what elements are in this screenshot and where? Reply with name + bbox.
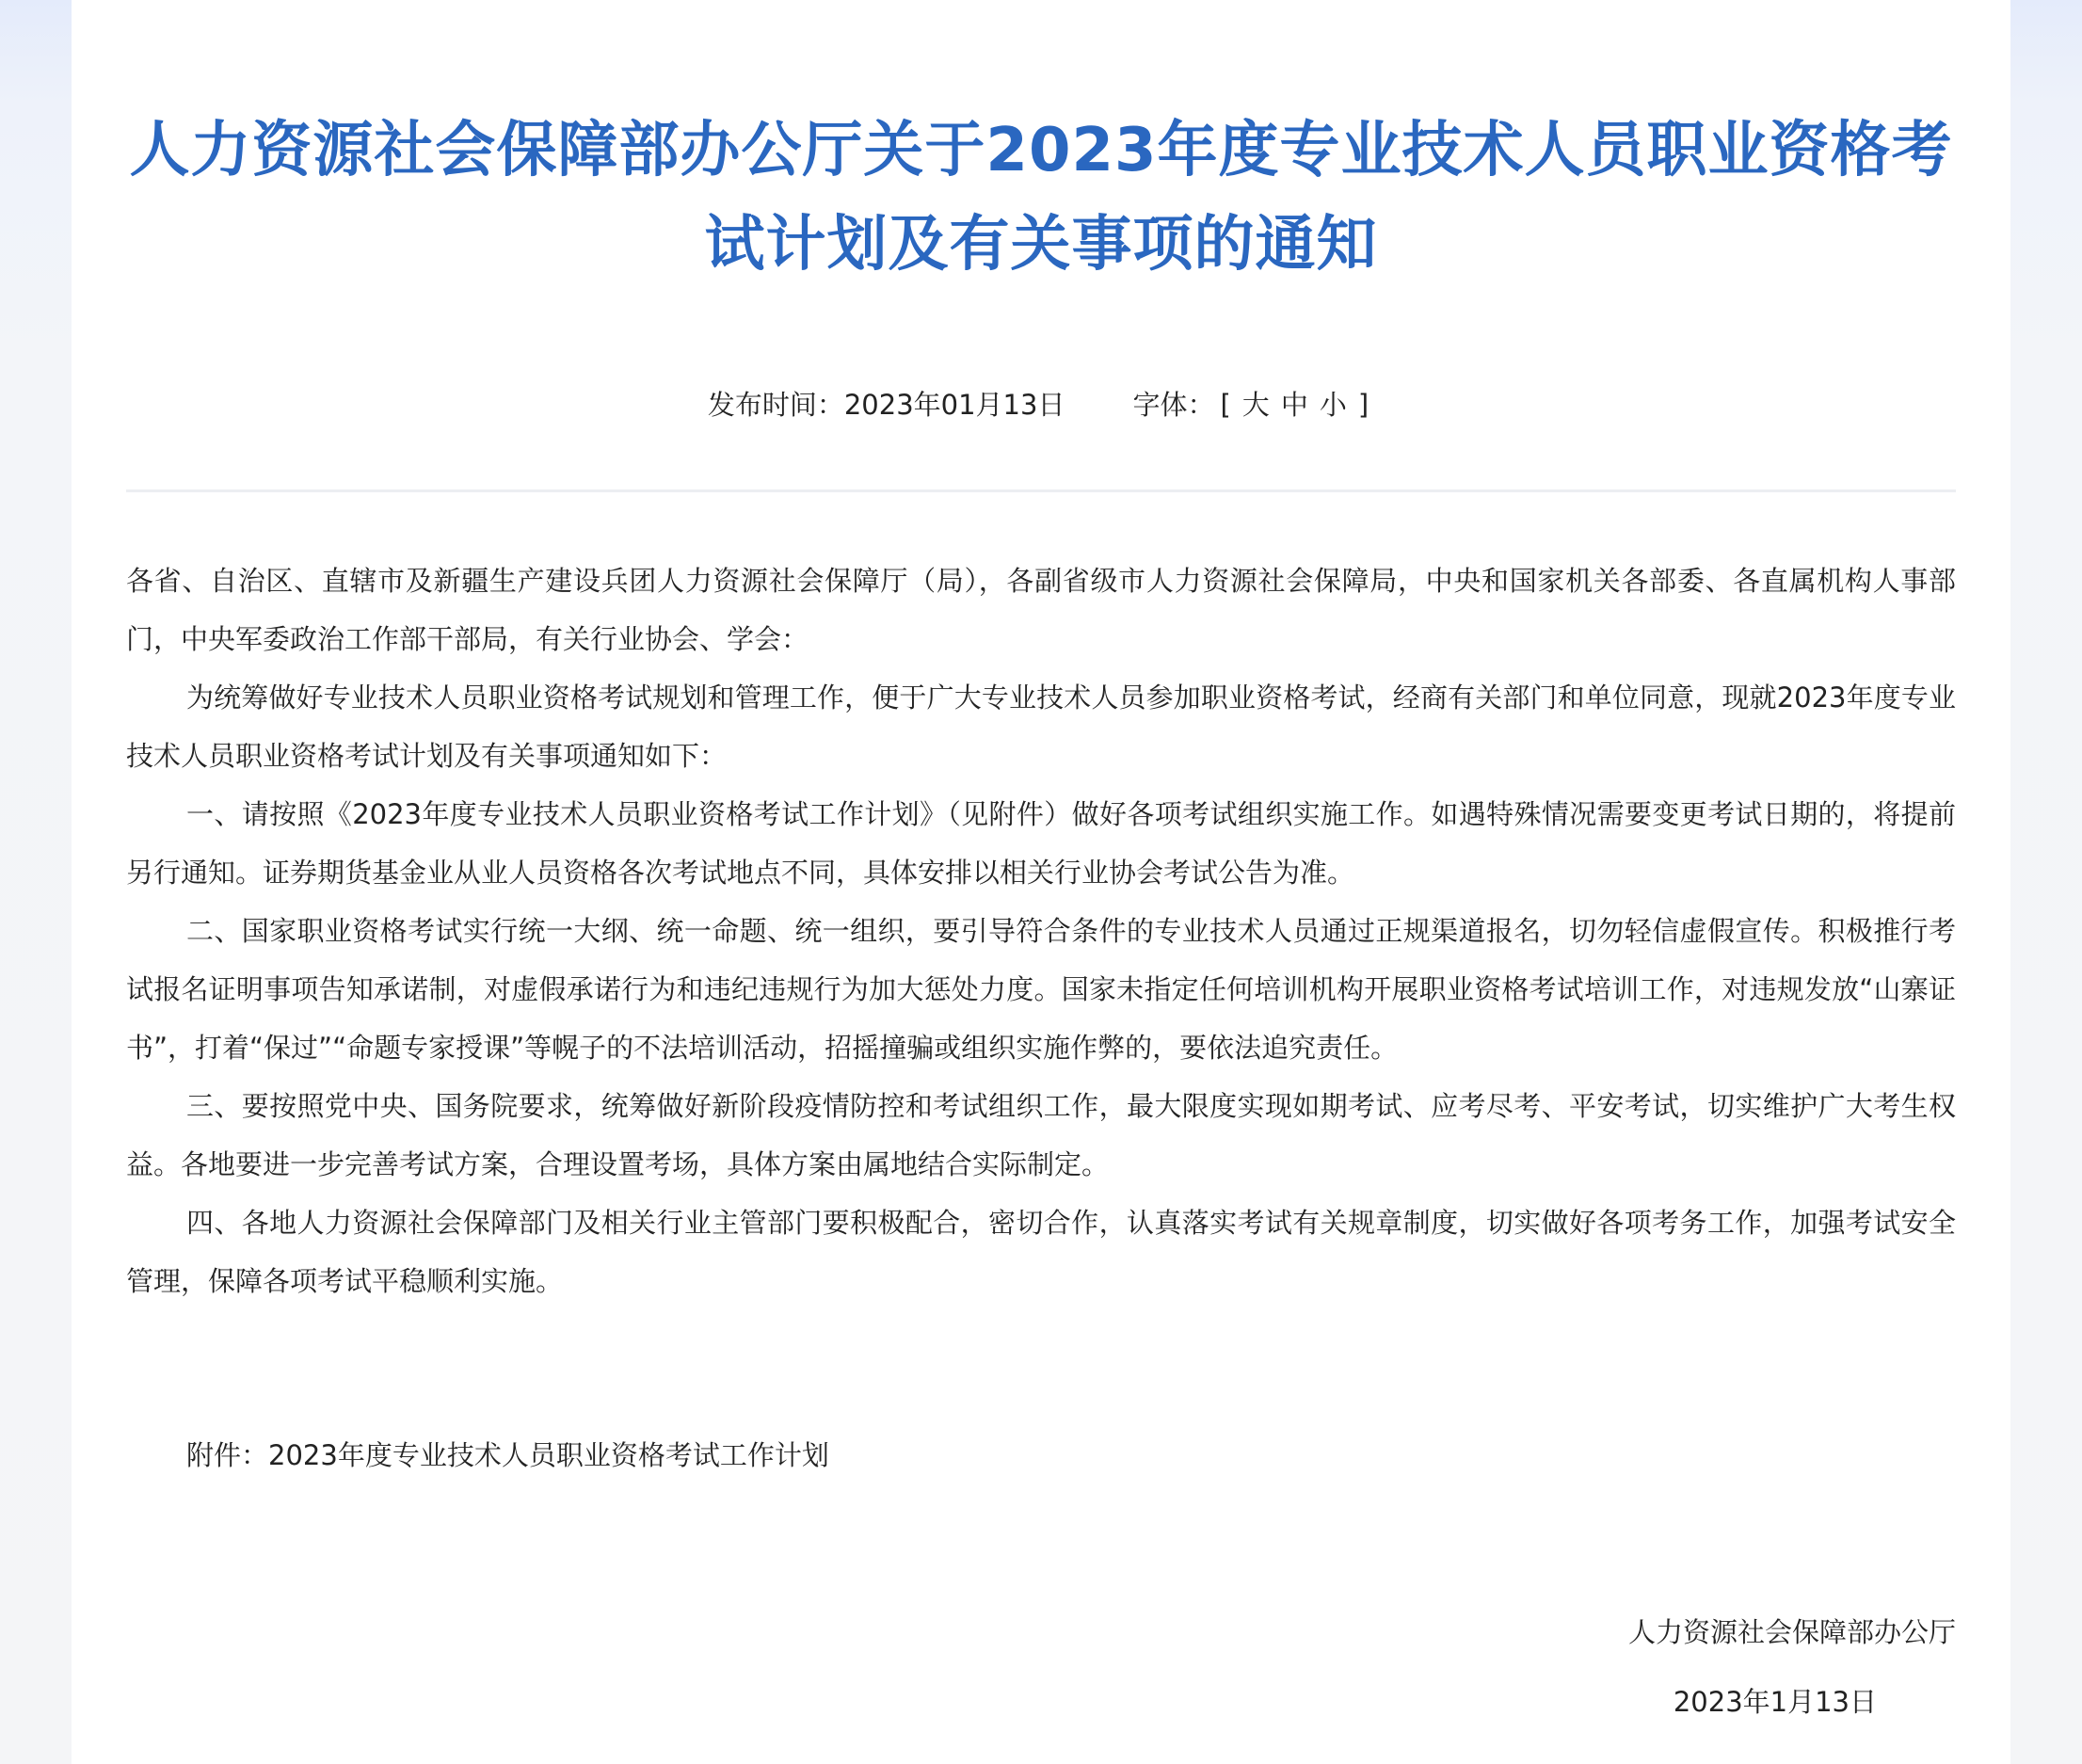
font-size-large-button[interactable]: 大 xyxy=(1241,389,1270,421)
attachment-line xyxy=(186,1427,829,1483)
article-meta xyxy=(72,377,2010,433)
attachment-link[interactable]: 2023年度专业技术人员职业资格考试工作计划 xyxy=(268,1439,829,1471)
font-size-label: 字体： xyxy=(1132,389,1215,421)
item-one-paragraph: 一、请按照《2023年度专业技术人员职业资格考试工作计划》（见附件）做好各项考试组织实施工作。如遇特殊情况需要变更考试日期的，将提前另行通知。证券期货基金业从业人员资格各次考试地点不同，具体安排以相关行业协会考试公告为准。 xyxy=(126,798,1956,889)
article-title: 人力资源社会保障部办公厅关于2023年度专业技术人员职业资格考试计划及有关事项的通知 xyxy=(129,116,1953,280)
publish-date: 2023年01月13日 xyxy=(843,389,1065,421)
article-page xyxy=(72,0,2010,1764)
article-body xyxy=(126,552,1956,1310)
signature-date: 2023年1月13日 xyxy=(1673,1686,1877,1718)
item-three-paragraph: 三、要按照党中央、国务院要求，统筹做好新阶段疫情防控和考试组织工作，最大限度实现如期考试、应考尽考、平安考试，切实维护广大考生权益。各地要进一步完善考试方案，合理设置考场，具体方案由属地结合实际制定。 xyxy=(126,1090,1956,1180)
signature-block xyxy=(1628,1604,1956,1730)
attachment-label: 附件： xyxy=(186,1439,269,1471)
font-size-small-button[interactable]: 小 xyxy=(1319,389,1347,421)
font-size-switcher xyxy=(1214,389,1374,421)
addressee-paragraph: 各省、自治区、直辖市及新疆生产建设兵团人力资源社会保障厅（局），各副省级市人力资源社会保障局，中央和国家机关各部委、各直属机构人事部门，中央军委政治工作部干部局，有关行业协会、学会： xyxy=(126,565,1956,655)
item-two-paragraph: 二、国家职业资格考试实行统一大纲、统一命题、统一组织，要引导符合条件的专业技术人员通过正规渠道报名，切勿轻信虚假宣传。积极推行考试报名证明事项告知承诺制，对虚假承诺行为和违纪违规行为加大惩处力度。国家未指定任何培训机构开展职业资格考试培训工作，对违规发放“山寨证书”，打着“保过”“命题专家授课”等幌子的不法培训活动，招摇撞骗或组织实施作弊的，要依法追究责任。 xyxy=(126,915,1956,1064)
bracket-open: [ xyxy=(1220,389,1231,421)
font-size-medium-button[interactable]: 中 xyxy=(1280,389,1308,421)
meta-divider xyxy=(126,489,1956,492)
item-four-paragraph: 四、各地人力资源社会保障部门及相关行业主管部门要积极配合，密切合作，认真落实考试有关规章制度，切实做好各项考务工作，加强考试安全管理，保障各项考试平稳顺利实施。 xyxy=(126,1207,1956,1297)
signature-organization: 人力资源社会保障部办公厅 xyxy=(1627,1616,1956,1648)
bracket-close: ] xyxy=(1357,389,1369,421)
publish-label: 发布时间： xyxy=(707,389,844,421)
intro-paragraph: 为统筹做好专业技术人员职业资格考试规划和管理工作，便于广大专业技术人员参加职业资格考试，经商有关部门和单位同意，现就2023年度专业技术人员职业资格考试计划及有关事项通知如下： xyxy=(126,682,1956,772)
